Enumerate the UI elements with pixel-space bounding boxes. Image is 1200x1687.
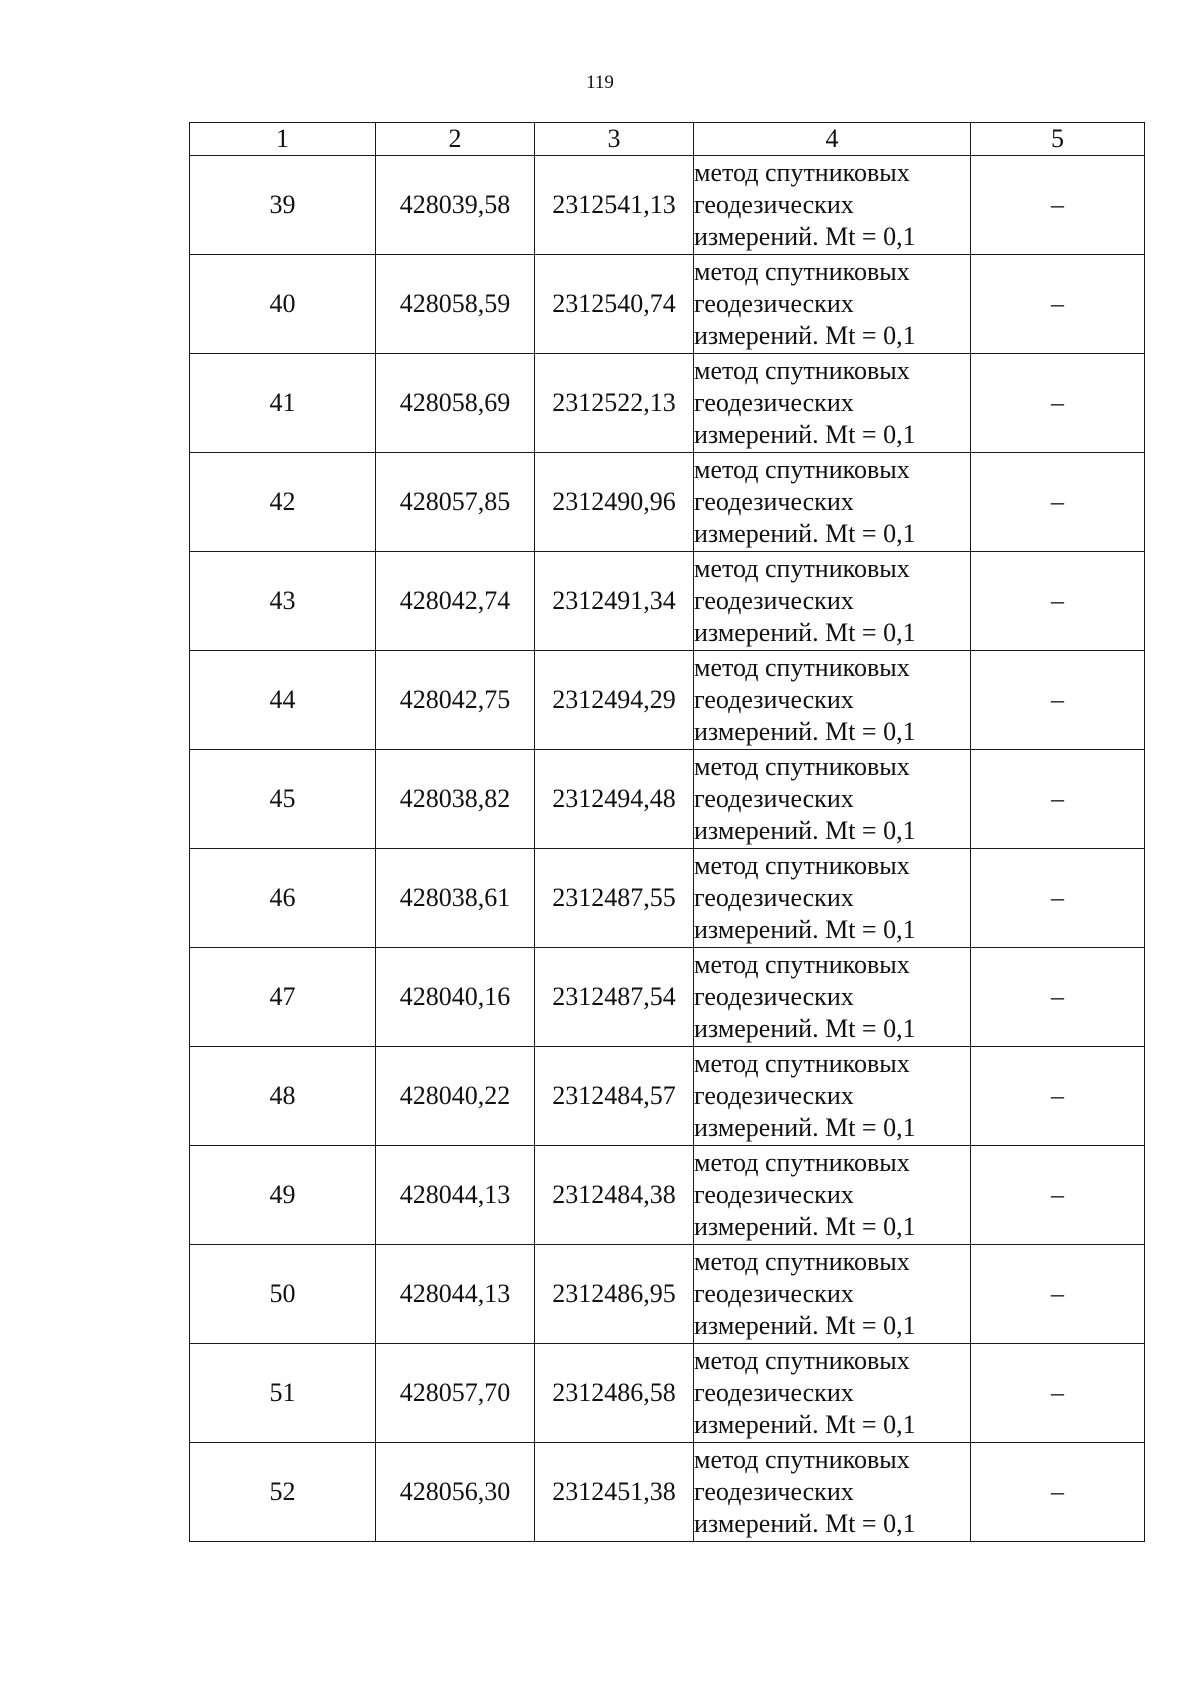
method-line-3: измерений. Mt = 0,1 [694,1410,916,1439]
table-row [190,1344,1145,1443]
y-coordinate-cell: 2312451,38 [535,1443,694,1542]
x-coordinate-cell: 428058,59 [376,255,535,354]
x-coordinate-cell: 428042,74 [376,552,535,651]
method-line-1: метод спутниковых [694,455,910,484]
table-row [190,255,1145,354]
method-line-3: измерений. Mt = 0,1 [694,915,916,944]
method-line-2: геодезических [694,487,854,516]
note-cell: – [971,750,1145,849]
point-number-cell: 39 [190,156,376,255]
table-header [190,123,1145,156]
y-coordinate-cell: 2312484,38 [535,1146,694,1245]
method-cell [694,453,971,552]
x-coordinate-cell: 428057,70 [376,1344,535,1443]
method-line-3: измерений. Mt = 0,1 [694,618,916,647]
method-line-2: геодезических [694,784,854,813]
method-line-2: геодезических [694,685,854,714]
point-number-cell: 51 [190,1344,376,1443]
y-coordinate-cell: 2312487,54 [535,948,694,1047]
note-cell: – [971,1443,1145,1542]
coordinates-table [189,122,1145,1542]
method-line-3: измерений. Mt = 0,1 [694,1311,916,1340]
note-cell: – [971,651,1145,750]
method-line-3: измерений. Mt = 0,1 [694,1014,916,1043]
note-cell: – [971,948,1145,1047]
note-cell: – [971,156,1145,255]
table-row [190,750,1145,849]
table-row [190,1047,1145,1146]
x-coordinate-cell: 428056,30 [376,1443,535,1542]
method-cell [694,552,971,651]
method-cell [694,948,971,1047]
x-coordinate-cell: 428038,61 [376,849,535,948]
point-number-cell: 41 [190,354,376,453]
table-row [190,552,1145,651]
method-cell [694,1344,971,1443]
note-cell: – [971,1344,1145,1443]
method-line-2: геодезических [694,982,854,1011]
method-line-1: метод спутниковых [694,257,910,286]
point-number-cell: 47 [190,948,376,1047]
table-row [190,849,1145,948]
table-row [190,1443,1145,1542]
column-header-5: 5 [971,123,1145,156]
point-number-cell: 40 [190,255,376,354]
note-cell: – [971,1047,1145,1146]
x-coordinate-cell: 428044,13 [376,1146,535,1245]
note-cell: – [971,1245,1145,1344]
method-line-2: геодезических [694,190,854,219]
method-line-3: измерений. Mt = 0,1 [694,1113,916,1142]
table-row [190,651,1145,750]
note-cell: – [971,849,1145,948]
y-coordinate-cell: 2312494,48 [535,750,694,849]
point-number-cell: 48 [190,1047,376,1146]
method-line-2: геодезических [694,1477,854,1506]
method-line-1: метод спутниковых [694,1445,910,1474]
point-number-cell: 52 [190,1443,376,1542]
x-coordinate-cell: 428057,85 [376,453,535,552]
method-line-3: измерений. Mt = 0,1 [694,816,916,845]
note-cell: – [971,453,1145,552]
method-line-3: измерений. Mt = 0,1 [694,1212,916,1241]
method-line-1: метод спутниковых [694,356,910,385]
method-cell [694,1047,971,1146]
method-cell [694,255,971,354]
method-cell [694,750,971,849]
method-line-1: метод спутниковых [694,1346,910,1375]
method-cell [694,1443,971,1542]
x-coordinate-cell: 428042,75 [376,651,535,750]
method-line-1: метод спутниковых [694,158,910,187]
note-cell: – [971,255,1145,354]
point-number-cell: 42 [190,453,376,552]
x-coordinate-cell: 428044,13 [376,1245,535,1344]
y-coordinate-cell: 2312487,55 [535,849,694,948]
method-line-1: метод спутниковых [694,653,910,682]
method-line-2: геодезических [694,1081,854,1110]
table-row [190,1146,1145,1245]
method-line-3: измерений. Mt = 0,1 [694,222,916,251]
point-number-cell: 46 [190,849,376,948]
note-cell: – [971,354,1145,453]
header-row [190,123,1145,156]
table-body [190,156,1145,1542]
method-line-3: измерений. Mt = 0,1 [694,519,916,548]
method-cell [694,651,971,750]
method-cell [694,1146,971,1245]
table-row [190,453,1145,552]
y-coordinate-cell: 2312522,13 [535,354,694,453]
y-coordinate-cell: 2312486,95 [535,1245,694,1344]
page-number: 119 [586,72,614,93]
method-cell [694,354,971,453]
method-line-1: метод спутниковых [694,1049,910,1078]
point-number-cell: 49 [190,1146,376,1245]
method-cell [694,849,971,948]
point-number-cell: 50 [190,1245,376,1344]
method-line-3: измерений. Mt = 0,1 [694,717,916,746]
column-header-1: 1 [190,123,376,156]
method-line-1: метод спутниковых [694,1148,910,1177]
method-cell [694,1245,971,1344]
y-coordinate-cell: 2312486,58 [535,1344,694,1443]
note-cell: – [971,1146,1145,1245]
table-row [190,948,1145,1047]
column-header-3: 3 [535,123,694,156]
method-line-1: метод спутниковых [694,554,910,583]
x-coordinate-cell: 428038,82 [376,750,535,849]
method-line-2: геодезических [694,1378,854,1407]
point-number-cell: 44 [190,651,376,750]
x-coordinate-cell: 428058,69 [376,354,535,453]
table-row [190,1245,1145,1344]
method-line-3: измерений. Mt = 0,1 [694,420,916,449]
method-line-2: геодезических [694,289,854,318]
column-header-2: 2 [376,123,535,156]
x-coordinate-cell: 428040,22 [376,1047,535,1146]
table-row [190,354,1145,453]
x-coordinate-cell: 428040,16 [376,948,535,1047]
y-coordinate-cell: 2312491,34 [535,552,694,651]
x-coordinate-cell: 428039,58 [376,156,535,255]
y-coordinate-cell: 2312540,74 [535,255,694,354]
table-row [190,156,1145,255]
y-coordinate-cell: 2312541,13 [535,156,694,255]
method-line-2: геодезических [694,586,854,615]
y-coordinate-cell: 2312494,29 [535,651,694,750]
point-number-cell: 43 [190,552,376,651]
method-line-2: геодезических [694,388,854,417]
method-cell [694,156,971,255]
method-line-2: геодезических [694,1279,854,1308]
method-line-2: геодезических [694,1180,854,1209]
method-line-1: метод спутниковых [694,950,910,979]
method-line-3: измерений. Mt = 0,1 [694,1509,916,1538]
method-line-1: метод спутниковых [694,1247,910,1276]
method-line-3: измерений. Mt = 0,1 [694,321,916,350]
column-header-4: 4 [694,123,971,156]
y-coordinate-cell: 2312484,57 [535,1047,694,1146]
y-coordinate-cell: 2312490,96 [535,453,694,552]
method-line-1: метод спутниковых [694,851,910,880]
note-cell: – [971,552,1145,651]
method-line-1: метод спутниковых [694,752,910,781]
method-line-2: геодезических [694,883,854,912]
point-number-cell: 45 [190,750,376,849]
